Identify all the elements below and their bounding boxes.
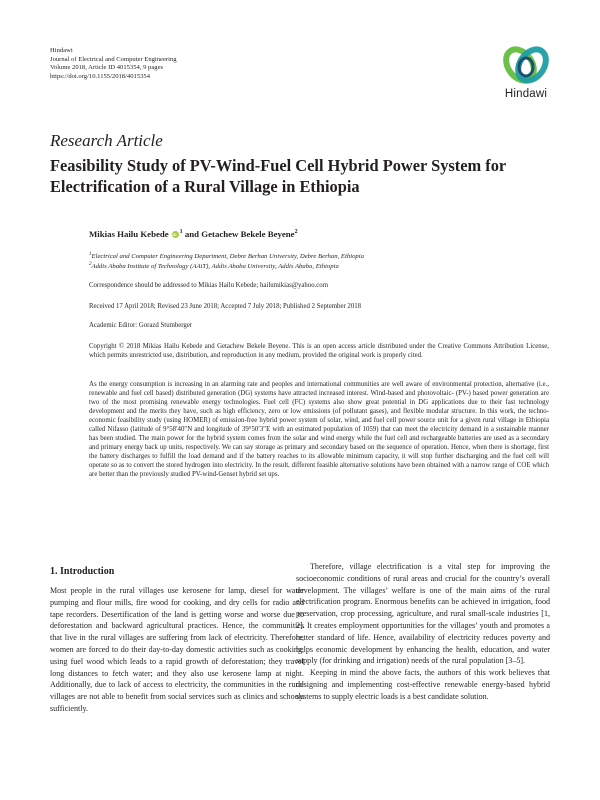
correspondence-note: Correspondence should be addressed to Mikias Hailu Kebede; hailumikias@yahoo.com [89,282,328,289]
copyright-text: Copyright © 2018 Mikias Hailu Kebede and Getachew Bekele Beyene. This is an open access article distributed under the Creative Commons Attribution License, which permits unrestricted use, distribution, and reproduction in any medium, provided the original work is properly cited. [89,343,549,360]
affiliation-1 [89,252,364,260]
affiliation-2-text: Addis Ababa Institute of Technology (AAiT), Addis Ababa University, Addis Ababa, Ethiopia [91,263,339,271]
author-2-affiliation-mark: 2 [294,229,298,236]
logo-wordmark: Hindawi [504,88,548,100]
title-line-1: Feasibility Study of PV-Wind-Fuel Cell Hybrid Power System for [50,156,507,175]
academic-editor: Academic Editor: Gorazd Stumberger [89,322,193,329]
intro-paragraph-3: Keeping in mind the above facts, the authors of this work believes that designing and implementing cost-effective renewable energy-based hybrid systems to supply electric loads is a best candidate solution. [296,668,550,701]
article-title [50,155,570,197]
abstract-text: As the energy consumption is increasing in an alarming rate and peoples and international communities are well aware of environmental protection, alternative (i.e., renewable and fuel cell based) distributed generation (DG) systems have attracted increased interest. Wind-based and photovoltaic- (PV-) based power generation are two of the most promising renewable energy technologies. Fuel cell (FC) systems also show great potential in DG applications due to their fast technology development and the merits they have, such as high efficiency, zero or low emissions (of pollutant gases), and flexible modular structure. In this work, the techno-economic feasibility study (using HOMER) of emission-free hybrid power system of solar, wind, and fuel cell power source unit for a given rural village in Ethiopia called Nifasso (latitude of 9°58′40″N and longitude of 39°50′3″E with an estimated population of 1059) that can meet the electricity demand in a sustainable manner has been studied. The main power for the hybrid system comes from the solar and wind energy while the fuel cell and rechargeable batteries are used as a secondary and primary energy back up units, respectively. We can say storage as primary and secondary based on the sequence of operation. Hence, when there is shortage, first the battery discharges to fulfill the load demand and if the battery reaches to its allowable minimum capacity, it will stop further discharging and the fuel cell will operate so as to convert the stored hydrogen into electricity. In the result, different feasible alternative solutions have been obtained with a narrow range of COE which are better than the previously studied PV-wind-Genset hybrid set ups. [89,381,549,479]
abstract [89,380,549,480]
title-line-2: Electrification of a Rural Village in Ethiopia [50,177,360,196]
affiliation-2 [89,262,339,270]
left-column [50,585,304,715]
orcid-icon[interactable] [172,231,179,238]
author-connector: and [182,229,202,239]
journal-header [50,47,177,82]
affiliation-1-text: Electrical and Computer Engineering Department, Debre Berhan University, Debre Berhan, Ethiopia [91,253,364,261]
author-1-affiliation-mark: 1 [179,229,183,236]
author-list [89,229,298,239]
article-type: Research Article [50,131,163,150]
publisher-name: Hindawi [50,47,73,54]
hindawi-logo[interactable] [496,44,556,114]
section-heading-introduction: 1. Introduction [50,566,115,577]
right-column [296,561,550,703]
intro-paragraph-1: Most people in the rural villages use kerosene for lamp, diesel for water pumping and flour mills, fire wood for cooking, and dry cells for radio and tape recorders. Desertification of the land is getting worse and worse due to deforestation and backward agricultural practices. Hence, the communities that live in the rural villages are suffering from lack of electricity. Therefore, women are forced to do their day-to-day domestic activities such as cooking, using fuel wood which leads to a rapid growth of deforestation; they travel long distances to fetch water; and they also use kerosene lamp at night. Additionally, due to lack of access to electricity, the communities in the rural villages are not able to benefit from social services such as clinics and schools sufficiently. [50,586,304,713]
author-2[interactable]: Getachew Bekele Beyene [201,229,295,239]
author-1[interactable]: Mikias Hailu Kebede [89,229,169,239]
affiliation-1-mark: 1 [89,252,92,257]
intro-paragraph-2: Therefore, village electrification is a vital step for improving the socioeconomic conditions of rural areas and crucial for the country’s overall development. The villages’ welfare is one of the main aims of the rural electrification program. Enormous benefits can be achieved in irrigation, food preservation, crop processing, agriculture, and rural small-scale industries [1, 2]. It creates employment opportunities for the villages’ youth and promotes a better standard of life. Hence, availability of electricity reduces poverty and helps economic development by enhancing the health, education, and water supply (for drinking and irrigation) needs of the rural population [3–5]. [296,562,550,666]
affiliation-2-mark: 2 [89,262,92,267]
publication-dates: Received 17 April 2018; Revised 23 June 2018; Accepted 7 July 2018; Published 2 September 2018 [89,303,362,310]
journal-name: Journal of Electrical and Computer Engineering [50,55,177,63]
volume-line: Volume 2018, Article ID 4015354, 9 pages [50,64,164,72]
hindawi-logo-icon [496,44,556,88]
copyright-notice [89,342,549,360]
doi-link[interactable]: https://doi.org/10.1155/2018/4015354 [50,73,151,81]
